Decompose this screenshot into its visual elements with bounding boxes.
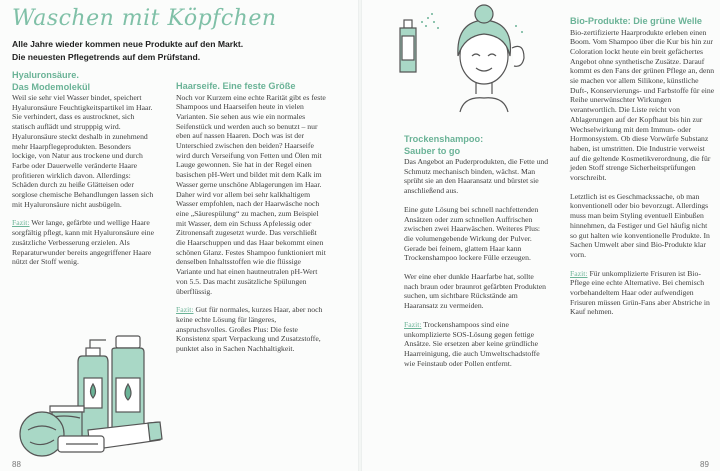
fazit-label: Fazit: xyxy=(12,218,30,228)
fazit-bio-produkte xyxy=(570,269,716,318)
fazit-label: Fazit: xyxy=(176,305,194,315)
fazit-haarseife xyxy=(176,305,326,354)
column-trockenshampoo xyxy=(404,134,550,377)
body-trockenshampoo-1: Das Angebot an Puderprodukten, die Fette und Schmutz mechanisch binden, wächst. Man sprüht sie an den Haaransatz und bürstet sie anschließend aus. xyxy=(404,157,549,196)
page-number-left: 88 xyxy=(12,460,21,469)
intro-line-2: Die neuesten Pflegetrends auf dem Prüfstand. xyxy=(12,51,201,62)
body-bio-produkte-1: Bio-zertifizierte Haarprodukte erleben einen Boom. Vom Shampoo über die Kur bis hin zur Coloration lockt heute ein breit gefächertes Angebot ohne synthetische Zusätze. Darauf kommt es den Fans der grünen Pflege an, denn sie machen vor allem Silikone, künstliche Duft-, Konservierungs- und Farbstoffe für eine Reihe unerwünschter Wirkungen verantwortlich. Die Liste reicht von Ablagerungen auf der Kopfhaut bis hin zur Wechselwirkung mit dem Immun- oder Hormonsystem. Ob diese Vorwürfe Substanz haben, ist umstritten. Die Industrie verweist auf die geltende Kosmetikverordnung, die für jeden Stoff strenge Sicherheitsprüfungen vorschreibt. xyxy=(570,27,715,183)
intro-text xyxy=(12,38,352,63)
page-number-right: 89 xyxy=(700,460,709,469)
body-bio-produkte-2: Letztlich ist es Geschmackssache, ob man konventionell oder bio bevorzugt. Allerdings muss man beim Styling eventuell Einbußen hinnehmen, da Festiger und Gel häufig nicht so gut halten wie konventionelle Produkte. In Sachen Umwelt aber sind Bio-Produkte klar vorn. xyxy=(570,191,710,259)
heading-trockenshampoo-1: Trockenshampoo: xyxy=(404,134,484,144)
column-haarseife xyxy=(176,81,326,363)
fazit-text: Für unkomplizierte Frisuren ist Bio-Pflege eine echte Alternative. Bei chemisch vorbehandeltem Haar oder aufwendigen Frisuren müssen Grün-Fans aber Abstriche in Kauf nehmen. xyxy=(570,268,710,317)
column-hyaluron xyxy=(12,70,155,276)
heading-haarseife: Haarseife. Eine feste Größe xyxy=(176,81,296,91)
heading-bio-produkte: Bio-Produkte: Die grüne Welle xyxy=(570,16,703,26)
fazit-label: Fazit: xyxy=(404,319,422,329)
body-hyaluron: Weil sie sehr viel Wasser bindet, speichert Hyaluronsäure Feuchtigkeitspartikel im Haar. Sie verhindert, dass es austrocknet, sich statisch auflädt und strupppig wird. Hyaluronsäure steckt deshalb in zunehmend mehr Haarpflegeprodukten. Besonders lockige, von Natur aus trockene und durch Farbe oder Dauerwelle veränderte Haare profitieren wirklich davon. Allerdings: Schäden durch zu heiße Glätteisen oder sorglose chemische Behandlungen lassen sich mit Hyaluronsäure nicht ausbügeln. xyxy=(12,93,154,209)
column-bio-produkte xyxy=(570,16,716,326)
fazit-trockenshampoo xyxy=(404,320,550,369)
book-spine xyxy=(358,0,362,471)
page-title: Waschen mit Köpfchen xyxy=(12,6,277,31)
intro-line-1: Alle Jahre wieder kommen neue Produkte auf den Markt. xyxy=(12,39,244,49)
body-trockenshampoo-3: Wer eine eher dunkle Haarfarbe hat, sollte nach braun oder braunrot gefärbten Produkten suchen, um sichtbare Rückstände am Haaransatz zu vermeiden. xyxy=(404,272,546,311)
fazit-text: Trockenshampoos sind eine unkomplizierte SOS-Lösung gegen fettige Ansätze. Sie ersetzen aber keine gründliche Haarreinigung, die auch Umweltschadstoffe wie Feinstaub oder Pollen entfernt. xyxy=(404,319,540,368)
heading-hyaluron-2: Das Modemolekül xyxy=(12,81,91,92)
heading-hyaluron-1: Hyaluronsäure. xyxy=(12,70,79,80)
hair-products-illustration xyxy=(8,318,168,460)
dry-shampoo-illustration xyxy=(384,2,544,130)
heading-trockenshampoo-2: Sauber to go xyxy=(404,145,461,156)
fazit-text: Wer lange, gefärbte und wellige Haare sorgfältig pflegt, kann mit Hyaluronsäure eine zusätzliche Verbesserung erzielen. Als Reparaturwunder bereits angegriffener Haare nützt der Stoff wenig. xyxy=(12,218,155,267)
body-trockenshampoo-2: Eine gute Lösung bei schnell nachfettenden Ansätzen oder zum schnellen Auffrischen zwischen zwei Haarwäschen. Weiteres Plus: die volumengebende Wirkung der Pulver. Gerade bei feinem, glattem Haar kann Trockenshampoo lockere Fülle erzeugen. xyxy=(404,204,541,263)
fazit-hyaluron xyxy=(12,218,155,267)
body-haarseife: Noch vor Kurzem eine echte Rarität gibt es feste Shampoos und Haarseifen heute in vielen Varianten. Sie sehen aus wie ein normales Seifenstück und werden auch so benutzt – nur eben auf nassen Haaren. Doch was ist der Unterschied zwischen den beiden? Haarseife wird durch Verseifung von Fetten und Ölen mit Lauge gewonnen. Sie hat in der Regel einen basischen pH-Wert und bildet mit dem Kalk im Wasser gerne unschöne Ablagerungen im Haar. Daher wird vor allem bei sehr kalkhaltigem Wasser empfohlen, nach der Haarwäsche noch eine „Säurespülung“ zu machen, zum Beispiel mit Wasser, dem ein Schuss Apfelessig oder Zitronensaft zugesetzt wurde. Das verschließt die Haarschuppen und das Haar bekommt einen schönen Glanz. Festes Shampoo funktioniert mit denselben Inhaltsstoffen wie die flüssige Variante und hat einen hautneutralen pH-Wert von 5.5. Das macht zusätzliche Spülungen überflüssig. xyxy=(176,92,326,296)
fazit-label: Fazit: xyxy=(570,268,588,278)
fazit-text: Gut für normales, kurzes Haar, aber noch keine echte Lösung für längeres, anspruchsvolles. Großes Plus: Die feste Konsistenz spart Verpackung und Zusatzstoffe, punktet also in Sachen Nachhaltigkeit. xyxy=(176,305,323,354)
